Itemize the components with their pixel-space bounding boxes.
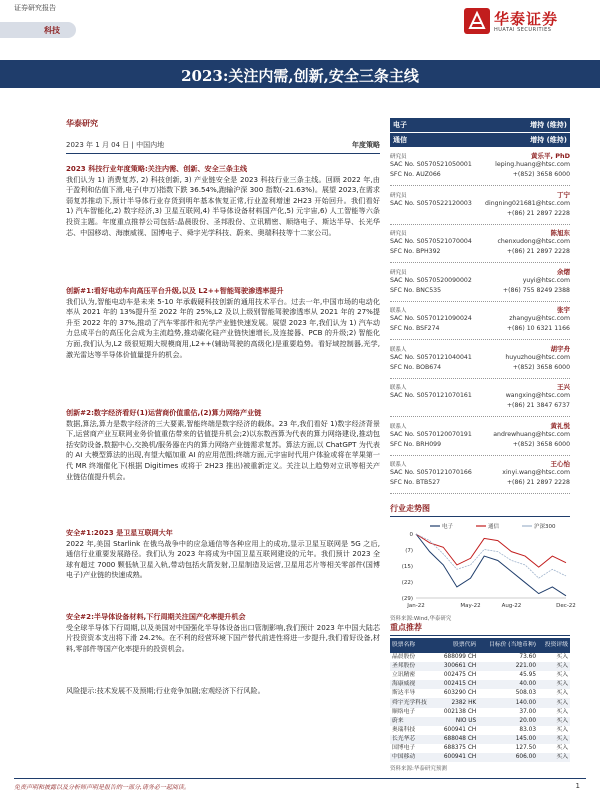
analyst-phone: +(86) 755 8249 2388 bbox=[502, 286, 570, 294]
analyst-name: 胡宇舟 bbox=[550, 344, 570, 353]
analyst-role: 联系人 bbox=[390, 346, 407, 353]
analyst-email[interactable]: yuyi@htsc.com bbox=[522, 276, 570, 284]
series-line-2 bbox=[416, 534, 566, 578]
dateline-rule bbox=[66, 153, 380, 154]
section-innovation-2 bbox=[66, 408, 380, 482]
section-heading: 2023 科技行业年度策略:关注内需、创新、安全三条主线 bbox=[66, 164, 248, 173]
section-heading: 创新#2:数字经济看好(1)运营商价值重估,(2)算力网络产业链 bbox=[66, 408, 262, 417]
analyst-phone: +(86) 21 2897 2228 bbox=[506, 479, 570, 486]
analyst-role: 研究员 bbox=[390, 154, 407, 160]
section-body: 受全球半导体下行周期,以及美国对中国强化半导体设备出口管制影响,我们预计 2023 年中国大陆芯片投资资本支出将下滑 24.2%。在不利的经营环境下国产替代前进性将进一步提升,我们看好设备,材料,零部件等国产化率提升的投资机会。 bbox=[66, 622, 380, 653]
industry-trend-chart bbox=[390, 520, 576, 612]
rating-sector: 电子 bbox=[393, 121, 407, 129]
report-date: 2023 年 1 月 04 日 bbox=[66, 141, 130, 149]
analyst-entry bbox=[390, 150, 570, 186]
target-price: 127.50 bbox=[515, 744, 537, 751]
analyst-role: 研究员 bbox=[390, 231, 407, 237]
analyst-phone: +(852) 3658 6000 bbox=[512, 363, 570, 371]
target-price: 606.00 bbox=[515, 754, 537, 761]
x-tick-label: May-22 bbox=[460, 603, 481, 609]
rating: 买入 bbox=[556, 681, 568, 688]
divider: | bbox=[131, 141, 137, 149]
rating-sector: 通信 bbox=[393, 136, 407, 144]
target-price: 37.00 bbox=[519, 708, 537, 715]
table-row bbox=[390, 744, 570, 753]
analyst-phone: +(86) 10 6321 1166 bbox=[506, 325, 570, 332]
analyst-email[interactable]: chenxudong@htsc.com bbox=[497, 238, 570, 245]
analyst-sac: SAC No. S0570121070166 bbox=[390, 469, 472, 476]
analyst-sfc: SFC No. BSF274 bbox=[390, 325, 440, 332]
risk-notice: 风险提示:技术发展不及预期;行业竞争加剧;宏观经济下行风险。 bbox=[66, 686, 265, 695]
x-tick-label: Aug-22 bbox=[501, 603, 522, 609]
analyst-sfc: SFC No. BPH392 bbox=[390, 248, 441, 255]
rating: 买入 bbox=[556, 726, 568, 733]
huatai-logo-icon bbox=[464, 8, 490, 34]
analyst-email[interactable]: wangxing@htsc.com bbox=[505, 392, 570, 399]
legend-label: 沪深300 bbox=[534, 524, 556, 530]
rating: 买入 bbox=[556, 735, 568, 742]
target-price: 83.03 bbox=[519, 726, 537, 733]
stock-name: 顺络电子 bbox=[392, 708, 416, 715]
table-row bbox=[390, 726, 570, 735]
stock-name: 舜宇光学科技 bbox=[392, 699, 427, 706]
analyst-name: 黄礼悦 bbox=[550, 421, 570, 430]
analyst-entry bbox=[390, 266, 570, 302]
stock-code: 688375 CH bbox=[443, 744, 477, 751]
stock-name: 奥瑞科技 bbox=[392, 726, 416, 733]
stock-name: 长光华芯 bbox=[392, 735, 416, 742]
target-price: 73.60 bbox=[519, 654, 537, 661]
target-price: 145.00 bbox=[515, 735, 537, 742]
header-name: 股票名称 bbox=[390, 638, 436, 653]
section-body: 2022 年,美国 Starlink 在俄乌战争中的应急通信等各种应用上的成功,显示卫星互联网是 5G 之后,通信行业重要发展路径。我们认为 2023 年将成为中国卫星互联网建设的元年。我们预计 2023 全球有超过 7000 颗低轨卫星入轨,带动包括火箭发射,卫星制造及运营,卫星用芯片等相关零部件(国博电子)产业链的快速成熟。 bbox=[66, 538, 380, 580]
series-line-0 bbox=[416, 534, 566, 596]
stock-name: 国博电子 bbox=[392, 744, 416, 751]
legend-label: 通信 bbox=[488, 524, 500, 530]
analyst-entry bbox=[390, 381, 570, 417]
rating: 买入 bbox=[556, 708, 568, 715]
analyst-phone: +(852) 3658 6000 bbox=[512, 171, 570, 178]
stock-name: 中国移动 bbox=[392, 754, 416, 761]
analyst-phone: +(86) 21 2897 2228 bbox=[506, 209, 570, 217]
header-target: 目标价 (当地币种) bbox=[478, 638, 538, 653]
stock-name: 晶晨股份 bbox=[392, 654, 416, 661]
top-bar bbox=[0, 0, 600, 44]
analyst-name: 王心怡 bbox=[550, 460, 570, 468]
section-heading: 创新#1:看好电动车向高压平台升级,以及 L2++智能驾驶渗透率提升 bbox=[66, 286, 284, 295]
chart-title: 行业走势图 bbox=[390, 503, 570, 517]
analyst-sac: SAC No. S0570121040041 bbox=[390, 353, 472, 361]
stock-code: 600941 CH bbox=[443, 726, 477, 733]
table-row bbox=[390, 717, 570, 726]
target-price: 140.00 bbox=[515, 699, 537, 706]
table-source: 资料来源:华泰研究预测 bbox=[390, 766, 447, 772]
analyst-name: 黄乐平, PhD bbox=[530, 152, 570, 160]
rating-electronics bbox=[390, 118, 570, 132]
x-tick-label: Jan-22 bbox=[407, 603, 425, 609]
footer-disclaimer: 免责声明和披露以及分析师声明是报告的一部分,请务必一起阅读。 bbox=[14, 784, 190, 791]
table-row bbox=[390, 689, 570, 698]
analyst-sfc: SFC No. BNC535 bbox=[390, 286, 442, 294]
target-price: 40.00 bbox=[519, 681, 537, 688]
stock-name: 海康威视 bbox=[392, 681, 416, 688]
analyst-name: 王兴 bbox=[557, 383, 570, 391]
analyst-sfc: SFC No. BOB674 bbox=[390, 363, 442, 371]
stock-rows bbox=[390, 653, 570, 762]
section-heading: 安全#2:半导体设备材料,下行周期关注国产化率提升机会 bbox=[66, 612, 246, 621]
rating-value: 增持 (维持) bbox=[530, 121, 567, 129]
report-type: 证券研究报告 bbox=[14, 4, 56, 12]
analyst-role: 联系人 bbox=[390, 385, 407, 391]
table-row bbox=[390, 753, 570, 762]
report-title: 2023:关注内需,创新,安全三条主线 bbox=[181, 67, 419, 85]
section-security-1 bbox=[66, 528, 380, 581]
analyst-role: 联系人 bbox=[390, 308, 407, 314]
analyst-sfc: SFC No. AUZ066 bbox=[390, 171, 441, 178]
rating: 买入 bbox=[556, 654, 568, 661]
stock-code: 600941 CH bbox=[443, 754, 477, 761]
analyst-email[interactable]: zhangyu@htsc.com bbox=[509, 315, 570, 322]
table-row bbox=[390, 698, 570, 707]
y-tick-label: (22) bbox=[401, 580, 413, 586]
logo-subtext: HUATAI SECURITIES bbox=[494, 27, 552, 33]
rating: 买入 bbox=[556, 754, 568, 761]
stock-code: 2382 HK bbox=[451, 699, 477, 706]
analyst-entry bbox=[390, 458, 570, 494]
rating: 买入 bbox=[556, 699, 568, 706]
analyst-name: 丁宁 bbox=[557, 190, 570, 199]
target-price: 45.95 bbox=[519, 672, 537, 679]
analyst-role: 研究员 bbox=[390, 192, 407, 199]
stock-code: 300661 CH bbox=[443, 663, 477, 670]
logo bbox=[464, 8, 584, 36]
analyst-email[interactable]: dingning021681@htsc.com bbox=[485, 199, 570, 207]
analyst-sac: SAC No. S0570121070161 bbox=[390, 392, 472, 399]
table-row bbox=[390, 680, 570, 689]
analyst-entry bbox=[390, 227, 570, 263]
stock-code: 688099 CH bbox=[443, 654, 477, 661]
analyst-name: 张宇 bbox=[557, 306, 570, 314]
footer-rule bbox=[14, 778, 586, 779]
analyst-entry bbox=[390, 189, 570, 225]
stock-table bbox=[390, 638, 570, 762]
dateline bbox=[66, 140, 380, 152]
y-tick-label: (29) bbox=[401, 596, 413, 602]
analyst-email[interactable]: andrewhuang@htsc.com bbox=[493, 430, 570, 438]
section-body: 数据,算法,算力是数字经济的三大要素,智能终端是数字经济的载体。23 年,我们看好 1)数字经济背景下,运营商产业互联网业务价值重估带来的估值提升机会;2)以东数西算为代表的算力网络建设,推动包括安防设备,数据中心,交换机/服务器在内的算力网络产业链需求复苏。算法方面,以 ChatGPT 为代表的 AI 大模型算法的出现,有望大幅加重 AI 的应用范围;终端方面,元宇宙时代用户体验或将在苹果第一代 MR 终端催化下(根据 Digitimes 或将于 2H23 推出)被重新定义。关注以上趋势对立讯等相关产业链估值提升机会。 bbox=[66, 418, 380, 481]
y-tick-label: (7) bbox=[405, 548, 413, 554]
table-row bbox=[390, 708, 570, 717]
header-code: 股票代码 bbox=[436, 638, 479, 653]
rating: 买入 bbox=[556, 690, 568, 697]
stock-code: 002138 CH bbox=[443, 708, 477, 715]
logo-text: 华泰证券 bbox=[494, 10, 559, 28]
stock-name: 蔚来 bbox=[392, 717, 404, 724]
analyst-role: 联系人 bbox=[390, 423, 407, 430]
target-price: 20.00 bbox=[519, 717, 537, 724]
rating-telecom bbox=[390, 133, 570, 147]
brand-line bbox=[66, 118, 380, 129]
rating: 买入 bbox=[556, 744, 568, 751]
title-band bbox=[0, 60, 600, 88]
analyst-email[interactable]: leping.huang@htsc.com bbox=[495, 161, 570, 168]
analyst-phone: +(852) 3658 6000 bbox=[512, 440, 570, 448]
analyst-sac: SAC No. S0570521050001 bbox=[390, 161, 472, 168]
analyst-sfc: SFC No. BRH099 bbox=[390, 440, 442, 448]
table-row bbox=[390, 671, 570, 680]
analyst-phone: +(86) 21 2897 2228 bbox=[506, 248, 570, 255]
analyst-name: 陈旭东 bbox=[550, 229, 570, 237]
y-tick-label: (15) bbox=[401, 564, 413, 570]
stock-code: 002475 CH bbox=[443, 672, 477, 679]
stock-code: 688048 CH bbox=[443, 735, 477, 742]
section-heading: 安全#1:2023 是卫星互联网大年 bbox=[66, 528, 173, 537]
analyst-sac: SAC No. S0570522120003 bbox=[390, 199, 472, 207]
stock-code: 002415 CH bbox=[443, 681, 477, 688]
analyst-sac: SAC No. S0570120070191 bbox=[390, 430, 472, 438]
analyst-sfc: SFC No. BTB527 bbox=[390, 479, 441, 486]
section-body: 我们认为,智能电动车是未来 5-10 年承载硬科技创新的通用技术平台。过去一年,中国市场的电动化率从 2021 年的 13%提升至 2022 年的 25%,L2 及以上级别智能驾驶渗透率从 2021 年的 27%提升至 2022 年的 37%,推动了汽车零部件和光学产业链快速发展。展望 2023 年,我们认为 1) 汽车动力总成平台的高压化会成为主流趋势,推动碳化硅产业链快速增长,及连接器、PCB 的升级;2) 智能化方面,我们认为,L2 级很短期大规模商用,L2++(辅助驾驶的高级化)是重要趋势。看好域控制器,光学,激光雷达等半导体价值量提升的机会。 bbox=[66, 296, 380, 359]
legend-label: 电子 bbox=[442, 524, 454, 530]
analyst-entry bbox=[390, 304, 570, 340]
report-region: 中国内地 bbox=[136, 141, 165, 149]
analyst-entry bbox=[390, 343, 570, 379]
table-row bbox=[390, 662, 570, 671]
section-overview bbox=[66, 164, 380, 238]
target-price: 508.03 bbox=[515, 690, 537, 697]
sector-tab: 科技 bbox=[0, 22, 76, 38]
rating: 买入 bbox=[556, 663, 568, 670]
analyst-phone: +(86) 21 3847 6737 bbox=[506, 402, 570, 409]
analyst-sac: SAC No. S0570121090024 bbox=[390, 315, 472, 322]
rating: 买入 bbox=[556, 717, 568, 724]
target-price: 221.00 bbox=[515, 663, 537, 670]
stock-name: 立讯精密 bbox=[392, 672, 416, 679]
table-row bbox=[390, 653, 570, 662]
rating-value: 增持 (维持) bbox=[530, 136, 567, 144]
analyst-entry bbox=[390, 420, 570, 456]
analyst-role: 联系人 bbox=[390, 462, 407, 468]
section-security-2 bbox=[66, 612, 380, 654]
y-tick-label: 0 bbox=[409, 532, 413, 538]
stock-name: 斯达半导 bbox=[392, 690, 416, 697]
analyst-sac: SAC No. S0570521070004 bbox=[390, 238, 472, 245]
chart-source: 资料来源:Wind,华泰研究 bbox=[390, 616, 452, 622]
analyst-email[interactable]: huyuzhou@htsc.com bbox=[505, 353, 570, 361]
analyst-sac: SAC No. S0570520090002 bbox=[390, 276, 472, 284]
analyst-email[interactable]: xinyi.wang@htsc.com bbox=[502, 469, 570, 476]
stock-name: 圣邦股份 bbox=[392, 663, 416, 670]
rating: 买入 bbox=[556, 672, 568, 679]
section-innovation-1 bbox=[66, 286, 380, 360]
report-kind: 年度策略 bbox=[352, 141, 380, 149]
table-header-row bbox=[390, 638, 570, 653]
header-rating: 投资评级 bbox=[538, 638, 570, 653]
analyst-role: 研究员 bbox=[390, 269, 407, 276]
stock-code: NIO US bbox=[455, 717, 477, 724]
analyst-name: 余熠 bbox=[557, 267, 570, 276]
page-number: 1 bbox=[575, 782, 580, 790]
section-body: 我们认为 1) 消费复苏, 2) 科技创新, 3) 产业链安全是 2023 科技行业三条主线。回顾 2022 年,由于盈利和估值下滑,电子(申万)指数下跌 36.54%,跑输沪深 300 指数(-21.63%)。展望 2023,在需求弱复苏推动下,预计半导体行业存货到明年基本恢复正常,行业盈利增速 2H23 开始回升。我们看好 1) 汽车智能化,2) 数字经济,3) 卫星互联网,4) 半导体设备材料国产化,5) 元宇宙,6) 人工智能等六条投资主题。年度重点推荐公司包括:晶晨股份、圣邦股份、立讯精密、顺络电子、斯达半导、长光华芯、中国移动、海康威视、国博电子、舜宇光学科技、蔚来、奥瑞科技等十二家公司。 bbox=[66, 174, 380, 237]
x-tick-label: Dec-22 bbox=[556, 603, 576, 609]
stock-code: 603290 CH bbox=[443, 690, 477, 697]
brand: 华泰研究 bbox=[66, 119, 98, 128]
table-row bbox=[390, 735, 570, 744]
stock-table-title: 重点推荐 bbox=[390, 622, 570, 636]
